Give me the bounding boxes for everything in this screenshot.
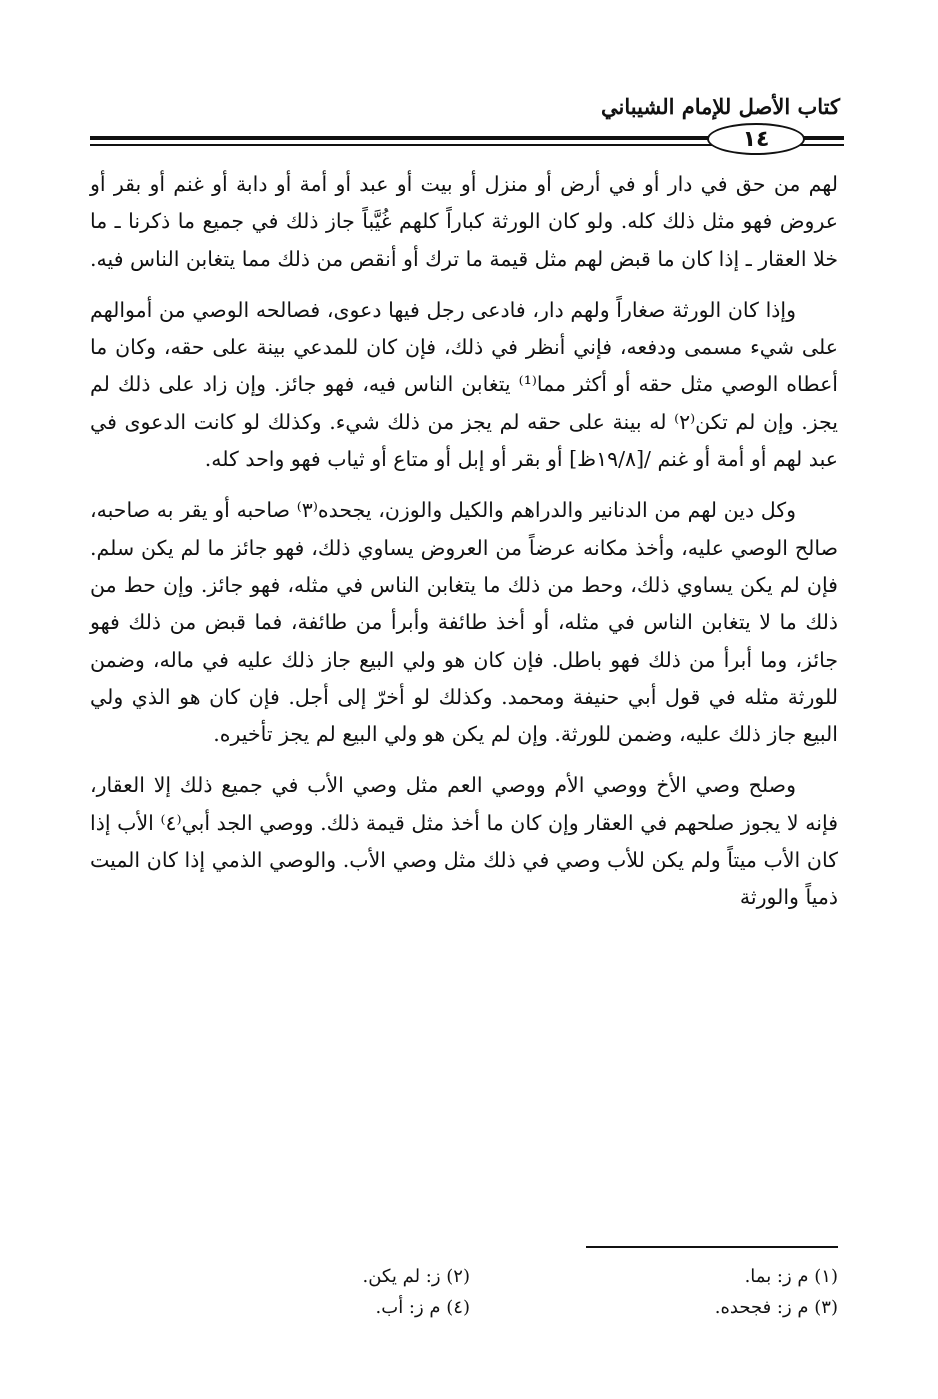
- footnote-3: (٣) م ز: فجحده.: [714, 1297, 838, 1318]
- paragraph-4: وصلح وصي الأخ ووصي الأم ووصي العم مثل وصي الأب في جميع ذلك إلا العقار، فإنه لا يجوز صلحهم في العقار وإن كان ما أخذ مثل قيمة ذلك. ووصي الجد أبي⁽٤⁾ الأب إذا كان الأب ميتاً ولم يكن للأب وصي في ذلك مثل وصي الأب. والوصي الذمي إذا كان الميت ذمياً والورثة: [90, 773, 838, 910]
- footnote-2: (٢) ز: لم يكن.: [362, 1266, 470, 1287]
- paragraph-1: لهم من حق في دار أو في أرض أو منزل أو بيت أو عبد أو أمة أو دابة أو غنم أو بقر أو عروض فهو مثل ذلك كله. ولو كان الورثة كباراً كلهم غُيَّباً جاز ذلك في جميع ما ذكرنا ـ ما خلا العقار ـ إذا كان ما قبض لهم مثل قيمة ما ترك أو أنقص من ذلك مما يتغابن الناس فيه.: [90, 172, 838, 271]
- body-text: [90, 166, 838, 931]
- page-number: ١٤: [707, 123, 805, 155]
- paragraph-3: وكل دين لهم من الدنانير والدراهم والكيل والوزن، يجحده⁽٣⁾ صاحبه أو يقر به صاحبه، صالح الوصي عليه، وأخذ مكانه عرضاً من العروض يساوي ذلك، فهو جائز ما لم يكن سلم. فإن لم يكن يساوي ذلك، وحط من ذلك ما يتغابن الناس في مثله، فهو جائز. وإن حط من ذلك ما لا يتغابن الناس في مثله، أو أخذ طائفة وأبرأ من طائفة، فما قبض من ذلك فهو جائز، وما أبرأ من ذلك فهو باطل. فإن كان هو ولي البيع جاز ذلك عليه في ماله، وضمن للورثة مثله في قول أبي حنيفة ومحمد. وكذلك لو أخرّ إلى أجل. فإن كان هو الذي ولي البيع جاز ذلك عليه، وضمن للورثة. وإن لم يكن هو ولي البيع لم يجز تأخيره.: [90, 498, 838, 747]
- paragraph-2: وإذا كان الورثة صغاراً ولهم دار، فادعى رجل فيها دعوى، فصالحه الوصي من أموالهم على شيء مسمى ودفعه، فإني أنظر في ذلك، فإن كان للمدعي بينة على حقه، وكان ما أعطاه الوصي مثل حقه أو أكثر مما⁽¹⁾ يتغابن الناس فيه، فهو جائز. وإن زاد على ذلك لم يجز. وإن لم تكن⁽٢⁾ له بينة على حقه لم يجز من ذلك شيء. وكذلك لو كانت الدعوى في عبد لهم أو أمة أو غنم /[١٩/٨ظ] أو بقر أو إبل أو متاع أو ثياب فهو واحد كله.: [90, 297, 838, 472]
- footnote-4: (٤) م ز: أب.: [375, 1297, 470, 1318]
- footnote-separator: [586, 1246, 838, 1248]
- footnote-1: (١) م ز: بما.: [744, 1266, 838, 1287]
- running-title: كتاب الأصل للإمام الشيباني: [601, 94, 840, 119]
